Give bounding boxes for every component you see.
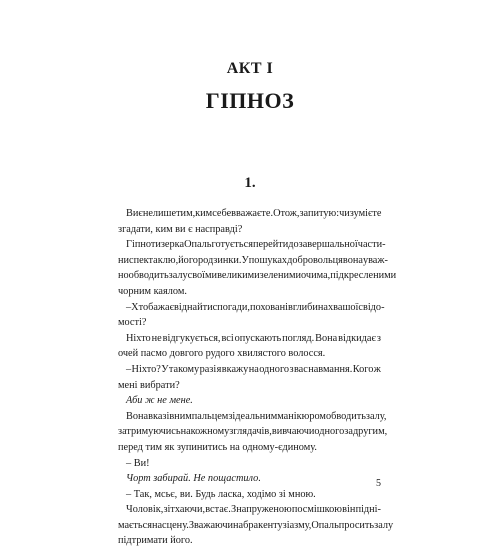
body-text	[118, 206, 397, 549]
text-line: мається на сцену. Зважаючи на брак ентузіазму, Опаль просить залу	[118, 519, 394, 531]
text-line: мості?	[118, 317, 147, 329]
text-line: Чорт забирай. Не пощастило.	[126, 473, 261, 485]
text-line: ни спектаклю, його родзинки. У пошуках добровольця вона уваж-	[118, 254, 388, 266]
text-line: но обводить залу своїми великими зеленими очима, підкресленими	[118, 270, 397, 282]
text-line: Ви є не лише тим, ким себе вважаєте. Отож, запитую: чи зумієте	[126, 208, 382, 219]
text-line: Гіпнотизерка Опаль готується перейти до завершальної части-	[126, 239, 386, 251]
text-line: – Ви!	[126, 457, 150, 469]
act-heading: АКТ І	[226, 60, 274, 77]
text-line: чорним каялом.	[118, 285, 187, 297]
text-line: Вона вказівним пальцем з ідеальним манікюром обводить залу,	[126, 410, 387, 422]
text-line: мені вибрати?	[118, 379, 180, 391]
text-line: підтримати його.	[118, 535, 193, 547]
text-line: Аби ж не мене.	[126, 395, 193, 407]
text-line: – Хто бажає віднайти спогади, поховані в глибинах вашої свідо-	[126, 301, 385, 313]
text-line: очей пасмо довгого рудого хвилястого волосся.	[118, 348, 326, 360]
text-line: – Так, мсьє, ви. Будь ласка, ходімо зі мною.	[126, 488, 316, 500]
chapter-title: ГІПНОЗ	[205, 88, 295, 113]
text-line: перед тим як зупинитись на одному-єдиному.	[118, 441, 317, 453]
text-line: Чоловік, зітхаючи, встає. З напруженою посмішкою він підні-	[126, 504, 381, 516]
text-line: затримуючись на кожному з глядачів, вивчаючи одного за другим,	[118, 426, 388, 438]
page-number: 5	[376, 478, 381, 489]
text-line: Ніхто не відгукується, всі опускають погляд. Вона відкидає з	[126, 332, 381, 344]
text-line: – Ніхто? У такому разі я вкажу на одного з вас навмання. Кого ж	[126, 363, 381, 375]
text-line: згадати, ким ви є насправді?	[118, 223, 243, 235]
chapter-number: 1.	[244, 175, 256, 191]
